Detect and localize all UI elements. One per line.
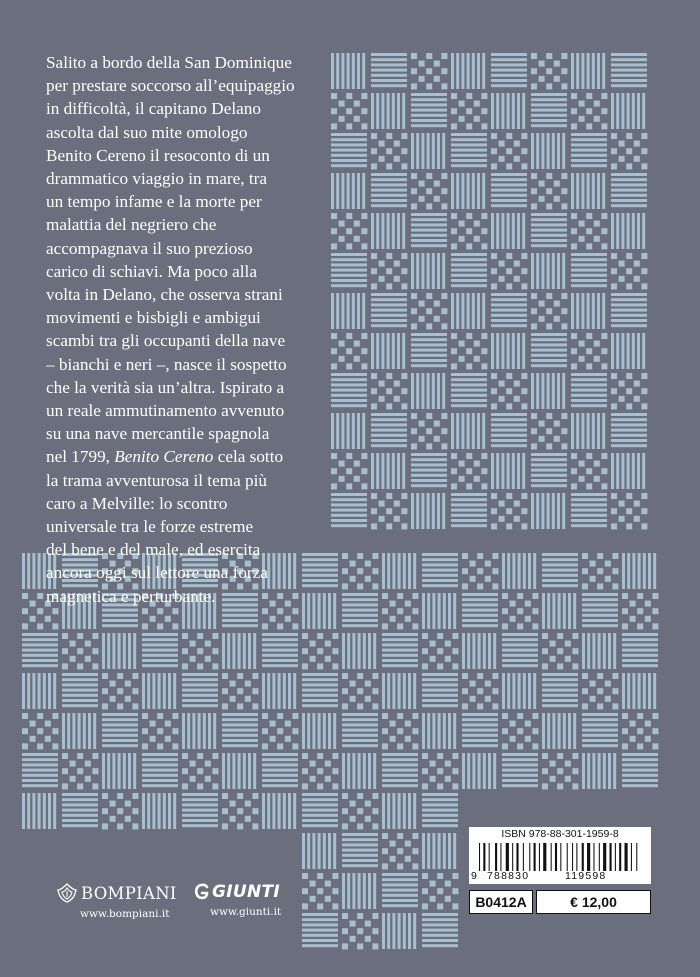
barcode [477,843,643,871]
barcode-bar [500,843,501,871]
blurb-line: ancora oggi sul lettore una forza [46,563,268,583]
barcode-digits-left: 788830 [487,870,530,882]
barcode-bar [506,843,509,871]
barcode-bar [587,843,590,871]
barcode-digits-right: 119598 [565,870,607,882]
barcode-bar [567,843,568,871]
blurb-line-end: cela sotto [213,447,284,467]
blurb-line: che la verità sia un’altra. Ispirato a [46,377,285,397]
blurb-line: caro a Melville: lo scontro [46,493,228,513]
barcode-bar [572,843,573,871]
barcode-bar [534,843,536,871]
isbn-label: ISBN 978-88-301-1959-8 [501,828,619,840]
blurb-line: movimenti e bisbigli e ambigui [46,308,261,328]
barcode-bar [576,843,577,871]
blurb-line: Salito a bordo della San Dominique [46,53,292,72]
blurb-line: universale tra le forze estreme [46,517,254,537]
giunti-emblem-icon [194,883,210,901]
barcode-bar [495,843,497,871]
barcode-bar [523,843,524,871]
product-code-box: B0412A [469,890,533,914]
giunti-url: www.giunti.it [210,906,282,918]
barcode-bar [512,843,513,871]
barcode-bar [582,843,584,871]
barcode-bar [489,843,490,871]
barcode-bar [636,843,637,871]
blurb-line: accompagnava il suo prezioso [46,238,253,258]
barcode-bar [619,843,621,871]
barcode-bar [479,843,480,871]
barcode-bar [610,843,612,871]
barcode-bar [555,843,557,871]
barcode-bar [516,843,518,871]
blurb-line-start: nel 1799, [46,447,110,467]
blurb-line: scambi tra gli occupanti della nave [46,331,286,351]
blurb-line: malattia del negriero che [46,215,217,235]
price-box: € 12,00 [536,890,651,914]
blurb-line: drammatico viaggio in mare, tra [46,169,267,189]
book-title-italic: Benito Cereno [114,447,214,467]
blurb-line: del bene e del male, ed esercita [46,540,261,560]
giunti-logo [194,882,281,918]
blurb-line: carico di schiavi. Ma poco alla [46,261,257,281]
barcode-bar [529,843,530,871]
blurb-line-with-title [46,445,316,468]
blurb-line: la trama avventurosa il tema più [46,470,267,490]
blurb-line: magnetica e perturbante. [46,586,216,606]
blurb-line: volta in Delano, che osserva strani [46,285,283,305]
barcode-bar [603,843,606,871]
barcode-bar [593,843,594,871]
barcode-bar [483,843,485,871]
barcode-digit-first: 9 [471,870,477,882]
blurb-line: – bianchi e neri –, nasce il sospetto [46,354,287,374]
bompiani-logo [56,882,177,920]
barcode-bar [615,843,616,871]
isbn-barcode-box [469,827,651,884]
blurb-text [46,51,316,608]
bompiani-url: www.bompiani.it [80,908,170,920]
blurb-line: su una nave mercantile spagnola [46,424,270,444]
barcode-bar [551,843,552,871]
barcode-bar [539,843,540,871]
barcode-bar [631,843,632,871]
barcode-bar [543,843,546,871]
barcode-bar [560,843,561,871]
barcode-bar [599,843,600,871]
bompiani-emblem-icon [56,882,78,904]
barcode-bar [625,843,628,871]
blurb-line: un tempo infame e la morte per [46,192,262,212]
blurb-line: ascolta dal suo mite omologo [46,122,248,142]
blurb-line: un reale ammutinamento avvenuto [46,401,285,421]
blurb-line: per prestare soccorso all’equipaggio [46,76,295,96]
blurb-line: Benito Cereno il resoconto di un [46,145,270,165]
giunti-name: GIUNTI [212,882,281,902]
bompiani-name: BOMPIANI [81,883,177,903]
blurb-line: in difficoltà, il capitano Delano [46,99,261,119]
